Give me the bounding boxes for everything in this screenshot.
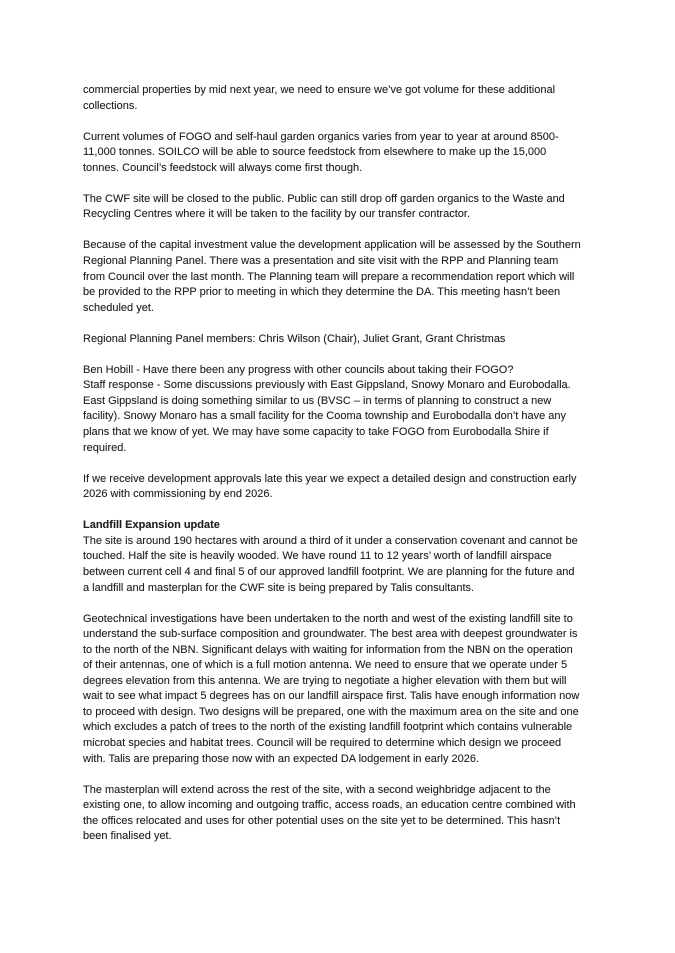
- paragraph: Regional Planning Panel members: Chris Wilson (Chair), Juliet Grant, Grant Christmas: [83, 332, 506, 345]
- paragraph: Current volumes of FOGO and self-haul garden organics varies from year to year at around 8500-11,000 tonnes. SOILCO will be able to source feedstock from elsewhere to make up the 15,000 tonnes. Council’s feedstock will always come first though.: [83, 130, 559, 174]
- paragraph: The CWF site will be closed to the public. Public can still drop off garden organics to the Waste and Recycling Centres where it will be taken to the facility by our transfer contractor.: [83, 192, 565, 221]
- section-heading: Landfill Expansion update: [83, 519, 220, 532]
- paragraph: The masterplan will extend across the rest of the site, with a second weighbridge adjacent to the existing one, to allow incoming and outgoing traffic, access roads, an education centre combined with the offices relocated and uses for other potential uses on the site yet to be determined. This hasn’t been finalised yet.: [83, 783, 576, 843]
- paragraph: Ben Hobill - Have there been any progress with other councils about taking their FOGO?: [83, 363, 514, 376]
- paragraph: Because of the capital investment value the development application will be assessed by the Southern Regional Planning Panel. There was a presentation and site visit with the RPP and Planning team from Council over the last month. The Planning team will prepare a recommendation report which will be provided to the RPP prior to meeting in which they determine the DA. This meeting hasn’t been scheduled yet.: [83, 239, 581, 314]
- paragraph: The site is around 190 hectares with around a third of it under a conservation covenant and cannot be touched. Half the site is heavily wooded. We have round 11 to 12 years’ worth of landfill airspace between current cell 4 and final 5 of our approved landfill footprint. We are planning for the future and a landfill and masterplan for the CWF site is being prepared by Talis consultants.: [83, 534, 578, 594]
- document-content: [83, 83, 583, 860]
- paragraph: Staff response - Some discussions previously with East Gippsland, Snowy Monaro and Eurobodalla. East Gippsland is doing something similar to us (BVSC – in terms of planning to construct a new facility). Snowy Monaro has a small facility for the Cooma township and Eurobodalla don’t have any plans that we know of yet. We may have some capacity to take FOGO from Eurobodalla Shire if required.: [83, 379, 571, 454]
- paragraph: commercial properties by mid next year, we need to ensure we’ve got volume for these additional collections.: [83, 84, 556, 112]
- paragraph: Geotechnical investigations have been undertaken to the north and west of the existing landfill site to understand the sub-surface composition and groundwater. The best area with deepest groundwater is to the north of the NBN. Significant delays with waiting for information from the NBN on the operation of their antennas, one of which is a full motion antenna. We need to ensure that we operate under 5 degrees elevation from this antenna. We are trying to negotiate a higher elevation with them but will wait to see what impact 5 degrees has on our landfill airspace first. Talis have enough information now to proceed with design. Two designs will be prepared, one with the maximum area on the site and one which excludes a patch of trees to the north of the existing landfill footprint which contains vulnerable microbat species and habitat trees. Council will be required to determine which design we proceed with. Talis are preparing those now with an expected DA lodgement in early 2026.: [83, 612, 580, 765]
- paragraph: If we receive development approvals late this year we expect a detailed design and construction early 2026 with commissioning by end 2026.: [83, 472, 577, 501]
